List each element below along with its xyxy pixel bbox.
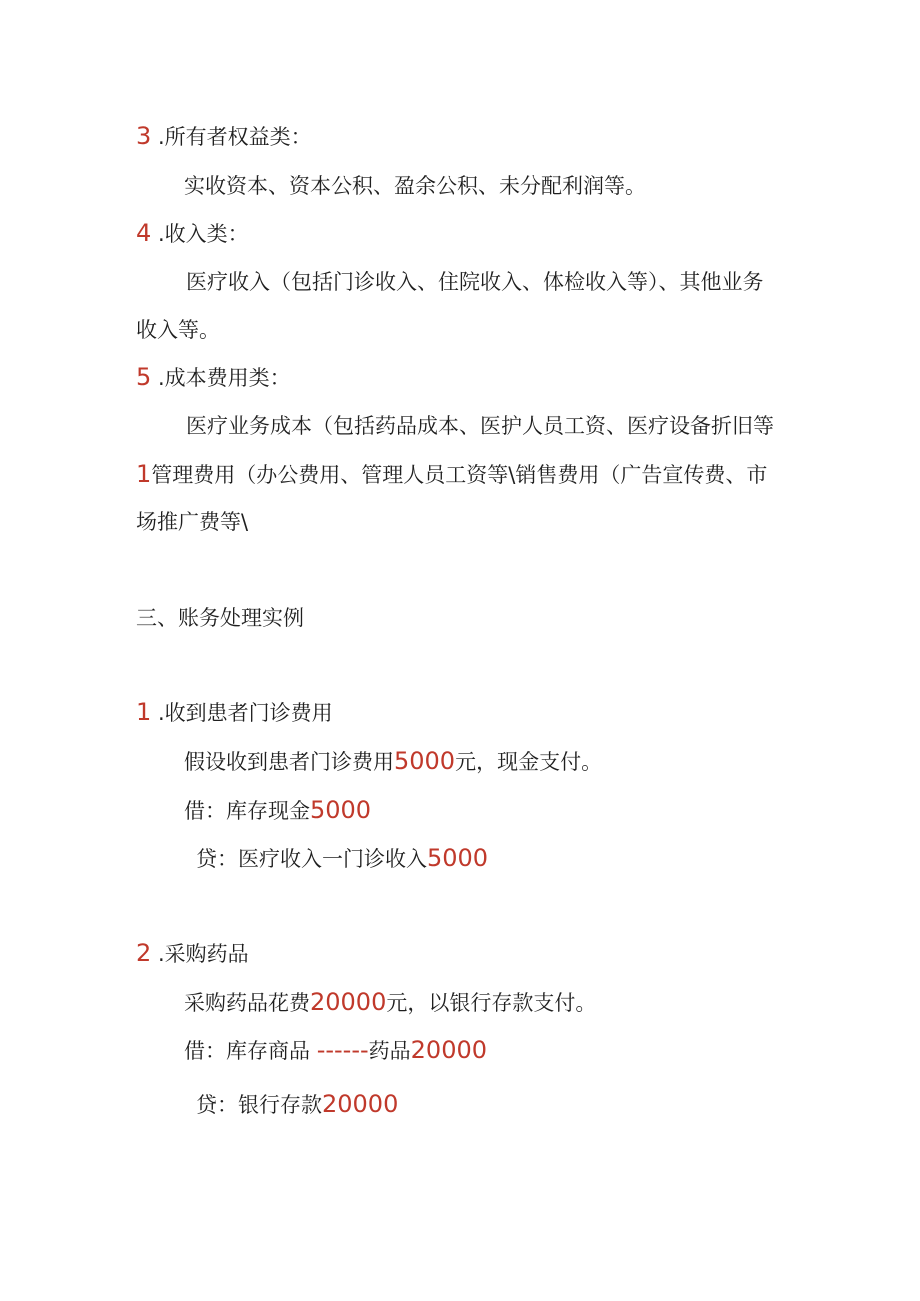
entry-credit-bank [196,1090,398,1119]
entry-text: 借：库存商品 [184,1039,310,1063]
section-title-examples [136,604,304,632]
paragraph-text: 管理费用（办公费用、管理人员工资等\销售费用（广告宣传费、市 [151,463,768,487]
paragraph-text: 假设收到患者门诊费用 [184,750,394,774]
amount: 5000 [310,796,372,824]
paragraph-text: 医疗业务成本（包括药品成本、医护人员工资、医疗设备折旧等 [186,414,774,438]
section-title-text: 三、账务处理实例 [136,606,304,630]
heading-owners-equity [136,122,312,151]
heading-revenue [136,219,249,248]
paragraph-text: 场推广费等\ [136,510,249,534]
entry-text: 贷：银行存款 [196,1093,322,1117]
paragraph-revenue-items [186,268,764,296]
item-number: 1 [136,698,152,726]
amount: 20000 [310,988,387,1016]
entry-credit-outpatient [196,844,488,873]
paragraph-text: 医疗收入（包括门诊收入、住院收入、体检收入等）、其他业务 [186,270,764,294]
amount: 20000 [322,1090,399,1118]
heading-text: .所有者权益类： [157,125,312,149]
heading-text: .成本费用类： [157,366,291,390]
heading-text: .采购药品 [157,942,249,966]
amount: 5000 [394,747,456,775]
entry-text: 药品 [368,1039,411,1063]
heading-outpatient-fee [136,698,333,727]
entry-debit-inventory [184,1036,487,1065]
paragraph-outpatient-example [184,747,602,776]
item-number: 3 [136,122,152,150]
paragraph-purchase-example [184,988,596,1017]
paragraph-owners-equity-items [184,172,646,200]
paragraph-text: 元，现金支付。 [455,750,603,774]
item-number: 4 [136,219,152,247]
paragraph-cost-items [186,412,774,440]
dash-separator: ------ [316,1036,369,1064]
paragraph-cost-items-cont [136,460,767,489]
paragraph-text: 采购药品花费 [184,991,310,1015]
entry-debit-cash [184,796,371,825]
heading-purchase-drugs [136,939,249,968]
amount: 5000 [427,844,489,872]
paragraph-text: 元，以银行存款支付。 [386,991,597,1015]
heading-cost-expense [136,363,291,392]
paragraph-text: 收入等。 [136,318,220,342]
paragraph-cost-items-end [136,508,248,536]
heading-text: .收到患者门诊费用 [157,701,333,725]
paragraph-text: 实收资本、资本公积、盈余公积、未分配利润等。 [184,174,646,198]
amount: 20000 [410,1036,488,1064]
heading-text: .收入类： [157,222,249,246]
item-number: 1 [136,460,152,488]
entry-text: 借：库存现金 [184,799,310,823]
item-number: 5 [136,363,152,391]
paragraph-revenue-items-cont [136,316,220,344]
item-number: 2 [136,939,152,967]
entry-text: 贷：医疗收入一门诊收入 [196,847,427,871]
